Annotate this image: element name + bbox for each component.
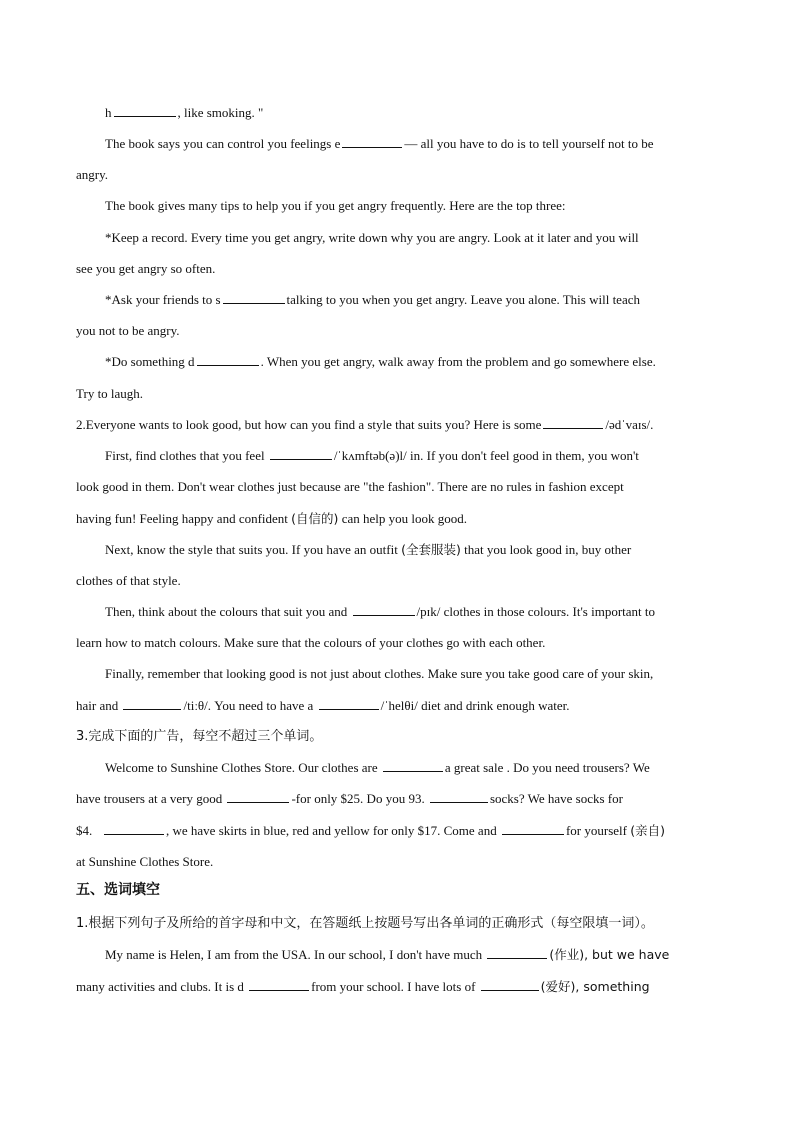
line-text: hair and	[76, 698, 119, 713]
answer-blank[interactable]	[543, 416, 603, 429]
answer-blank[interactable]	[197, 353, 259, 366]
passage-line: Try to laugh.	[76, 386, 144, 401]
answer-blank[interactable]	[123, 697, 181, 710]
answer-blank[interactable]	[383, 759, 443, 772]
answer-blank[interactable]	[227, 790, 289, 803]
passage-line: clothes of that style.	[76, 573, 181, 588]
line-text: can help you look good.	[338, 511, 467, 526]
passage-line	[105, 603, 722, 621]
line-text: Welcome to Sunshine Clothes Store. Our clothes are	[105, 760, 378, 775]
line-text: have trousers at a very good	[76, 791, 223, 806]
line-text: /tiːθ/. You need to have a	[183, 698, 314, 713]
passage-line	[105, 291, 722, 309]
answer-blank[interactable]	[319, 697, 379, 710]
line-text: *Ask your friends to s	[105, 292, 221, 307]
line-text: -for only $25. Do you 93.	[291, 791, 425, 806]
line-text: /ˈhelθi/ diet and drink enough water.	[380, 698, 570, 713]
answer-blank[interactable]	[104, 822, 164, 835]
line-text: Next, know the style that suits you. If you have an outfit	[105, 542, 402, 557]
passage-line	[76, 822, 722, 840]
passage-line	[76, 978, 722, 996]
phonetic-hint: /ədˈvaɪs/.	[605, 417, 654, 432]
passage-line: at Sunshine Clothes Store.	[76, 854, 214, 869]
passage-line	[76, 510, 722, 528]
passage-line	[105, 946, 722, 964]
answer-blank[interactable]	[430, 790, 488, 803]
line-text: h	[105, 105, 112, 120]
line-text: socks? We have socks for	[489, 791, 623, 806]
line-text: The book says you can control you feelings e	[105, 136, 341, 151]
question-1-instruction: 1.根据下列句子及所给的首字母和中文，在答题纸上按题号写出各单词的正确形式（每空限填一词）。	[76, 916, 654, 931]
line-text: , we have skirts in blue, red and yellow for only $17. Come and	[166, 823, 497, 838]
line-text: many activities and clubs. It is d	[76, 979, 244, 994]
line-text: , like smoking. "	[177, 105, 264, 120]
passage-line: angry.	[76, 167, 109, 182]
line-text: — all you have to do is to tell yourself not to be	[404, 136, 654, 151]
question-2-line	[76, 416, 722, 434]
passage-line: *Keep a record. Every time you get angry, write down why you are angry. Look at it later and you will	[105, 230, 639, 245]
chinese-gloss: (亲自)	[630, 823, 665, 838]
answer-blank[interactable]	[114, 104, 176, 117]
passage-line: see you get angry so often.	[76, 261, 216, 276]
passage-line: Finally, remember that looking good is not just about clothes. Make sure you take good care of your skin,	[105, 666, 654, 681]
passage-line	[105, 759, 722, 777]
line-text: from your school. I have lots of	[311, 979, 476, 994]
line-text: (爱好), something	[540, 979, 650, 994]
line-text: My name is Helen, I am from the USA. In our school, I don't have much	[105, 947, 483, 962]
answer-blank[interactable]	[487, 946, 547, 959]
passage-line	[105, 135, 722, 153]
line-text: First, find clothes that you feel	[105, 448, 265, 463]
section-heading: 五、选词填空	[76, 882, 160, 898]
line-text: for yourself	[565, 823, 631, 838]
line-text: . When you get angry, walk away from the problem and go somewhere else.	[260, 354, 656, 369]
line-text: Then, think about the colours that suit you and	[105, 604, 348, 619]
chinese-gloss: (自信的)	[291, 511, 339, 526]
line-text: /pɪk/ clothes in those colours. It's important to	[416, 604, 655, 619]
line-text: a great sale . Do you need trousers? We	[444, 760, 650, 775]
line-text: (作业), but we have	[549, 947, 670, 962]
passage-line: look good in them. Don't wear clothes just because are "the fashion". There are no rules in fashion except	[76, 479, 624, 494]
answer-blank[interactable]	[249, 978, 309, 991]
line-text: that you look good in, buy other	[460, 542, 632, 557]
passage-line	[105, 447, 722, 465]
passage-line	[105, 541, 722, 559]
answer-blank[interactable]	[270, 447, 332, 460]
passage-line: The book gives many tips to help you if you get angry frequently. Here are the top three:	[105, 198, 566, 213]
passage-line	[76, 790, 722, 808]
answer-blank[interactable]	[342, 135, 402, 148]
passage-line: learn how to match colours. Make sure that the colours of your clothes go with each other.	[76, 635, 546, 650]
answer-blank[interactable]	[502, 822, 564, 835]
chinese-gloss: (全套服装)	[401, 542, 461, 557]
line-text: *Do something d	[105, 354, 195, 369]
passage-line: you not to be angry.	[76, 323, 180, 338]
line-text: talking to you when you get angry. Leave you alone. This will teach	[286, 292, 640, 307]
line-text: 2.Everyone wants to look good, but how can you find a style that suits you? Here is some	[76, 417, 542, 432]
answer-blank[interactable]	[223, 291, 285, 304]
passage-line	[105, 104, 722, 122]
line-text: having fun! Feeling happy and confident	[76, 511, 292, 526]
line-text: $4.	[76, 823, 93, 838]
question-3-instruction: 3.完成下面的广告，每空不超过三个单词。	[76, 729, 323, 744]
answer-blank[interactable]	[353, 603, 415, 616]
passage-line	[76, 697, 722, 715]
answer-blank[interactable]	[481, 978, 539, 991]
line-text: /ˈkʌmftəb(ə)l/ in. If you don't feel good in them, you won't	[333, 448, 639, 463]
passage-line	[105, 353, 722, 371]
